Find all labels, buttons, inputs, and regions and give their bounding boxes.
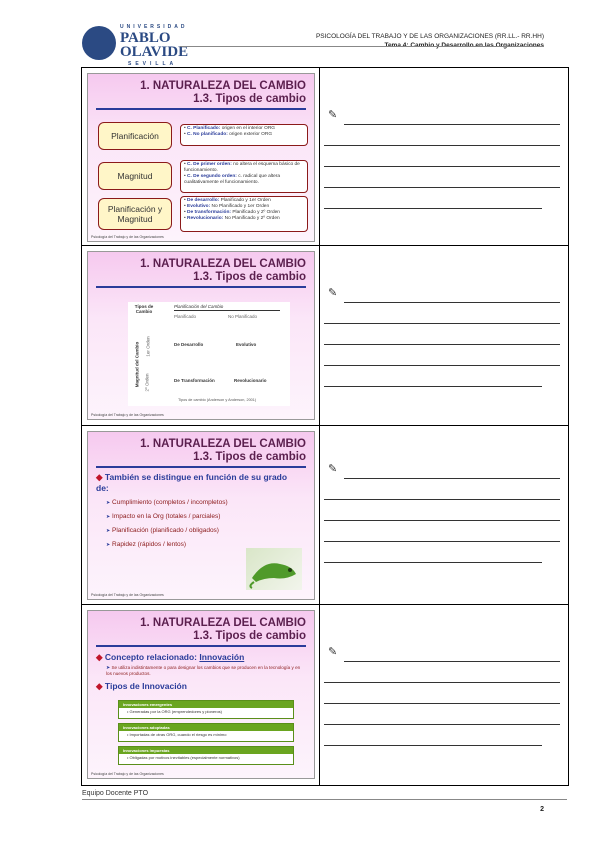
types-table: [128, 302, 290, 406]
note-line: [344, 661, 560, 662]
note-line: [324, 520, 560, 521]
cell-transformacion: De Transformación: [174, 378, 215, 383]
logo-bottom-text: SEVILLA: [128, 61, 178, 67]
row-primer-orden: 1er Orden: [145, 336, 151, 357]
innovation-type-box: Innovaciones emergentes • Generadas por la ORG (emprendedores y pioneros): [118, 700, 294, 719]
slide-subtitle: 1.3. Tipos de cambio: [193, 93, 306, 105]
slide-footer: Psicología del Trabajo y de las Organizaciones: [91, 413, 164, 417]
slide-subtitle: 1.3. Tipos de cambio: [193, 271, 306, 283]
note-line: [324, 145, 560, 146]
note-line: [324, 562, 542, 563]
footer-team: Equipo Docente PTO: [82, 790, 149, 797]
slide-1: [87, 73, 315, 242]
title-rule: [96, 645, 306, 647]
pencil-icon: ✎: [328, 463, 338, 475]
handout-row-2: [82, 246, 568, 426]
title-rule: [96, 286, 306, 288]
header-divider: [180, 46, 544, 47]
slide-title: 1. NATURALEZA DEL CAMBIO: [140, 438, 306, 450]
topic-title: Tema 4: Cambio y Desarrollo en las Organizaciones: [384, 42, 544, 49]
sub-bullet: ➤ Impacto en la Org (totales / parciales): [106, 513, 221, 520]
box-text-magnitud: • C. De primer orden: no altera el esquema básico de funcionamiento. • C. De segundo orden: c. radical que altera cualitativamente el funcionamiento.: [180, 160, 308, 193]
types-bullet: ◆ Tipos de Innovación: [96, 681, 187, 691]
slide-title: 1. NATURALEZA DEL CAMBIO: [140, 258, 306, 270]
page-number: 2: [540, 806, 544, 813]
notes-area-2: [324, 246, 564, 425]
title-rule: [96, 466, 306, 468]
col-no-planificado: No Planificado: [228, 314, 258, 319]
note-line: [324, 499, 560, 500]
handout-row-3: [82, 426, 568, 605]
notes-area-3: [324, 426, 564, 604]
logo-emblem: [82, 26, 116, 60]
slide-footer: Psicología del Trabajo y de las Organizaciones: [91, 593, 164, 597]
note-line: [344, 478, 560, 479]
university-logo: [82, 22, 192, 66]
cell-desarrollo: De Desarrollo: [174, 342, 204, 347]
table-corner-label: Tipos de Cambio: [134, 304, 154, 314]
note-line: [324, 703, 560, 704]
note-line: [324, 682, 560, 683]
box-label-magnitud: Magnitud: [98, 162, 172, 190]
title-rule: [96, 108, 306, 110]
handout-grid: [81, 67, 569, 786]
concept-bullet: ◆ Concepto relacionado: Innovación: [96, 652, 245, 662]
box-text-tipos: • De desarrollo: Planificado y 1er Orden • Evolutivo: No Planificado y 1er Orden • De transformación: Planificado y 2º Orden • Revolucionario: No Planificado y 2º Orden: [180, 196, 308, 232]
box-label-planificacion: Planificación: [98, 122, 172, 150]
note-line: [344, 124, 560, 125]
pencil-icon: ✎: [328, 646, 338, 658]
slide-title: 1. NATURALEZA DEL CAMBIO: [140, 80, 306, 92]
pencil-icon: ✎: [328, 287, 338, 299]
slide-footer: Psicología del Trabajo y de las Organizaciones: [91, 235, 164, 239]
main-bullet: ◆ También se distingue en función de su grado de:: [96, 472, 288, 493]
note-line: [324, 386, 542, 387]
slide-footer: Psicología del Trabajo y de las Organizaciones: [91, 772, 164, 776]
innovation-type-box: Innovaciones impuestas • Obligadas por motivos inevitables (especialmente normativos): [118, 746, 294, 765]
box-text-planificacion: • C. Planificado: origen en el interior ORG • C. No planificado: origen exterior ORG: [180, 124, 308, 146]
sub-bullet: ➤ Planificación (planificado / obligados): [106, 527, 219, 534]
innovation-type-box: Innovaciones adoptadas • Importadas de otras ORG, cuando el riesgo es mínimo: [118, 723, 294, 742]
note-line: [324, 187, 560, 188]
col-group-label: Planificación del Cambio: [174, 304, 224, 309]
course-title: PSICOLOGÍA DEL TRABAJO Y DE LAS ORGANIZACIONES (RR.LL.- RR.HH): [315, 33, 544, 40]
notes-area-1: [324, 68, 564, 245]
notes-area-4: [324, 605, 564, 785]
note-line: [324, 724, 560, 725]
logo-top-text: UNIVERSIDAD: [120, 24, 188, 30]
logo-name: PABLO OLAVIDE: [120, 30, 189, 60]
note-line: [324, 365, 560, 366]
pencil-icon: ✎: [328, 109, 338, 121]
note-line: [324, 166, 560, 167]
handout-row-4: [82, 605, 568, 785]
slide-3: [87, 431, 315, 600]
note-line: [324, 541, 560, 542]
slide-subtitle: 1.3. Tipos de cambio: [193, 451, 306, 463]
header-rule: [174, 310, 280, 311]
box-label-planificacion-magnitud: Planificación y Magnitud: [98, 198, 172, 230]
chameleon-image: [246, 548, 302, 590]
table-caption: Tipos de cambio (Anderson y Anderson, 2001): [178, 398, 257, 402]
note-line: [344, 302, 560, 303]
note-line: [324, 323, 560, 324]
sub-bullet: ➤ Rapidez (rápidos / lentos): [106, 541, 187, 548]
handout-row-1: [82, 68, 568, 246]
concept-description: ➤ Se utiliza indistintamente o para designar los cambios que se producen en la tecnología y en los nuevos productos.: [106, 665, 301, 676]
cell-evolutivo: Evolutivo: [236, 342, 257, 347]
page-header: [316, 32, 544, 50]
row-group-label: Magnitud del Cambio: [134, 341, 140, 388]
sub-bullet: ➤ Cumplimiento (completos / incompletos): [106, 499, 228, 506]
note-line: [324, 208, 542, 209]
note-line: [324, 344, 560, 345]
col-planificado: Planificado: [174, 314, 197, 319]
slide-4: [87, 610, 315, 779]
note-line: [324, 745, 542, 746]
row-segundo-orden: 2º Orden: [144, 373, 150, 392]
footer-divider: [82, 799, 567, 800]
slide-subtitle: 1.3. Tipos de cambio: [193, 630, 306, 642]
cell-revolucionario: Revolucionario: [234, 378, 267, 383]
slide-title: 1. NATURALEZA DEL CAMBIO: [140, 617, 306, 629]
slide-2: [87, 251, 315, 420]
